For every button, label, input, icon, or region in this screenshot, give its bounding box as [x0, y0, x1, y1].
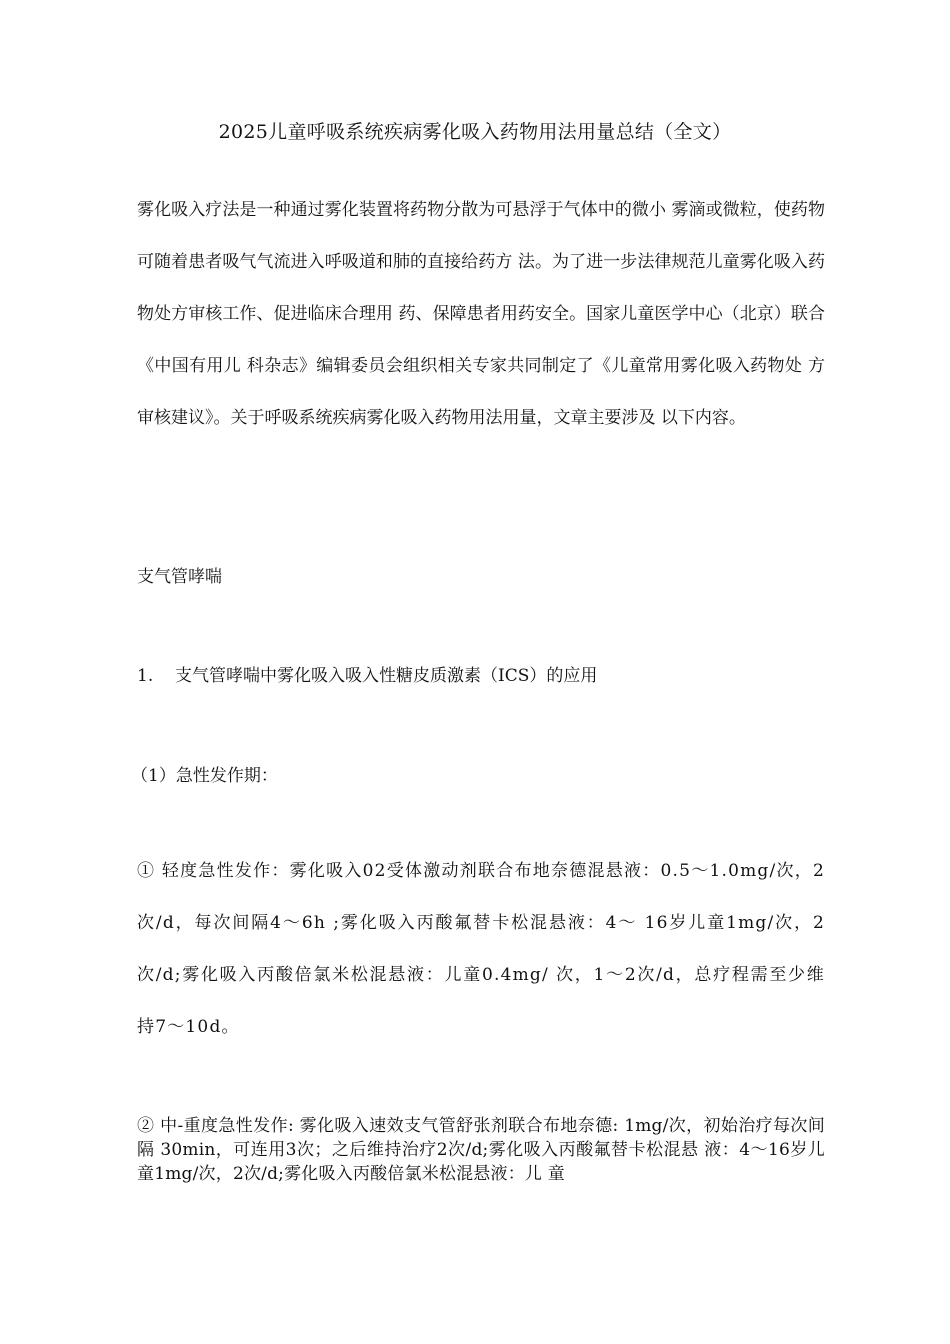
subsection-number: 1. [137, 666, 154, 686]
phase-heading: （1）急性发作期： [131, 766, 278, 786]
document-title: 2025儿童呼吸系统疾病雾化吸入药物用法用量总结（全文） [218, 121, 732, 143]
subsection-heading [137, 662, 597, 690]
mild-attack-paragraph: ① 轻度急性发作：雾化吸入02受体激动剂联合布地奈德混悬液：0.5〜1.0mg/次，2次/d，每次间隔4〜6h ;雾化吸入丙酸氟替卡松混悬液：4〜 16岁儿童1mg/次，2次/d;雾化吸入丙酸倍氯米松混悬液：儿童0.4mg/ 次，1〜2次/d，总疗程需至少维持7〜10d。 [137, 861, 825, 1037]
subsection-title: 支气管哮喘中雾化吸入吸入性糖皮质激素（ICS）的应用 [175, 666, 598, 686]
intro-paragraph: 雾化吸入疗法是一种通过雾化装置将药物分散为可悬浮于气体中的微小 雾滴或微粒，使药物可随着患者吸气气流进入呼吸道和肺的直接给药方 法。为了进一步法律规范儿童雾化吸入药物处方审核工作、促进临床合理用 药、保障患者用药安全。国家儿童医学中心（北京）联合《中国有用儿 科杂志》编辑委员会组织相关专家共同制定了《儿童常用雾化吸入药物处 方审核建议》。关于呼吸系统疾病雾化吸入药物用法用量，文章主要涉及 以下内容。 [137, 200, 825, 428]
section-heading: 支气管哮喘 [137, 567, 222, 587]
moderate-attack-paragraph: ② 中-重度急性发作: 雾化吸入速效支气管舒张剂联合布地奈德: 1mg/次，初始治疗每次间隔 30min，可连用3次；之后维持治疗2次/d;雾化吸入丙酸氟替卡松混悬 液：4〜16岁儿童1mg/次，2次/d;雾化吸入丙酸倍氯米松混悬液：儿 童 [137, 1116, 825, 1184]
